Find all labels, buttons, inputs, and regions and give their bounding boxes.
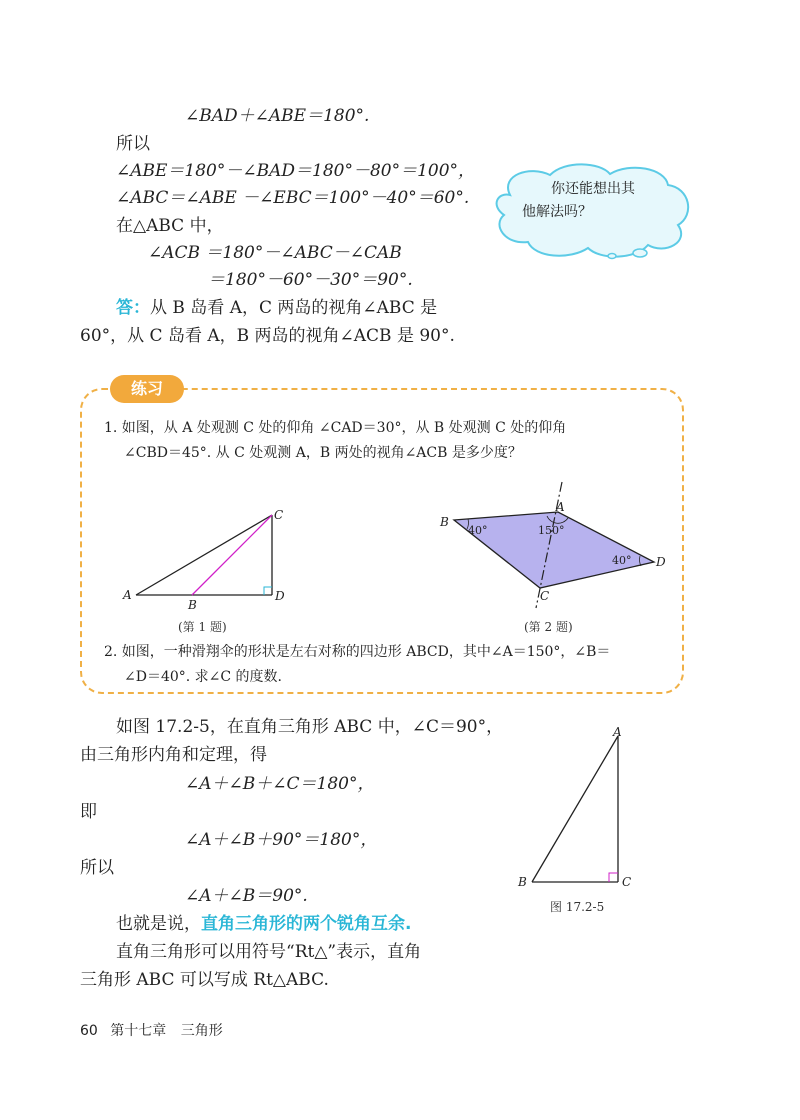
bubble-dot-2 (608, 254, 616, 259)
fig3-caption: 图 17.2-5 (550, 900, 605, 914)
equation-complementary: ∠A＋∠B＝90°. (185, 886, 308, 906)
fig3-label-a: A (613, 725, 622, 739)
fig2-label-b: B (440, 515, 449, 529)
fig3-label-b: B (518, 875, 527, 889)
text-suoyi-bottom: 所以 (80, 858, 114, 878)
fig2-label-a: A (556, 500, 565, 514)
fig1-label-d: D (275, 589, 285, 603)
figure-2 (438, 478, 668, 613)
answer-line-1 (116, 298, 437, 318)
answer-line-2: 60°，从 C 岛看 A，B 两岛的视角∠ACB 是 90°. (80, 326, 455, 346)
exercise-tag: 练习 (110, 375, 184, 403)
fig2-angle-a: 150° (538, 524, 565, 537)
exercise-q1-line-2: ∠CBD＝45°. 从 C 处观测 A，B 两处的视角∠ACB 是多少度？ (124, 445, 522, 461)
fig3-right-angle-mark (609, 873, 618, 882)
paragraph-1-line-2: 由三角形内角和定理，得 (80, 745, 267, 765)
fig2-label-d: D (656, 555, 666, 569)
fig3-label-c: C (622, 875, 632, 889)
figure-17-2-5 (512, 726, 642, 896)
bubble-dot-1 (633, 249, 647, 257)
fig1-caption: (第 1 题) (178, 620, 227, 634)
paragraph-1-line-1: 如图 17.2-5，在直角三角形 ABC 中，∠C＝90°， (116, 717, 504, 737)
fig1-label-a: A (123, 588, 132, 602)
bubble-text-1: 你还能想出其 (551, 181, 635, 197)
exercise-q2-line-2: ∠D＝40°. 求∠C 的度数. (124, 669, 283, 685)
fig1-label-c: C (274, 508, 284, 522)
paragraph-rt-line-2: 三角形 ABC 可以写成 Rt△ABC. (80, 970, 329, 990)
chapter-label: 第十七章 (110, 1023, 167, 1039)
paragraph-conclusion (116, 914, 411, 934)
fig2-angle-b: 40° (468, 524, 488, 537)
fig2-caption: (第 2 题) (524, 620, 573, 634)
text-suoyi-top: 所以 (116, 134, 150, 154)
equation-sum-90: ∠A＋∠B＋90°＝180°， (185, 830, 378, 850)
fig3-side-ab (532, 736, 618, 882)
text-in-triangle: 在△ABC 中， (116, 216, 224, 236)
equation-sum-angles: ∠A＋∠B＋∠C＝180°， (185, 774, 375, 794)
chapter-title: 三角形 (180, 1023, 223, 1039)
answer-label: 答： (116, 298, 150, 318)
fig2-label-c: C (540, 589, 550, 603)
equation-line-acb-result: ＝180°－60°－30°＝90°. (208, 270, 413, 290)
figure-1 (120, 505, 300, 615)
fig2-angle-d: 40° (612, 554, 632, 567)
conclusion-prefix: 也就是说， (116, 914, 201, 934)
fig1-right-angle-mark (264, 587, 272, 595)
bubble-text-2: 他解法吗？ (522, 204, 592, 220)
equation-line-1: ∠BAD＋∠ABE＝180°. (185, 106, 370, 126)
page-footer (80, 1020, 223, 1040)
paragraph-rt-line-1: 直角三角形可以用符号“Rt△”表示，直角 (116, 942, 422, 962)
text-ji: 即 (80, 802, 97, 822)
page-number: 60 (80, 1023, 98, 1039)
answer-text-1: 从 B 岛看 A，C 两岛的视角∠ABC 是 (150, 298, 438, 318)
conclusion-highlight: 直角三角形的两个锐角互余. (201, 914, 412, 934)
equation-line-abe: ∠ABE＝180°－∠BAD＝180°－80°＝100°， (116, 161, 476, 181)
exercise-q1-line-1: 1. 如图，从 A 处观测 C 处的仰角 ∠CAD＝30°，从 B 处观测 C 处的仰角 (104, 420, 567, 436)
equation-line-acb: ∠ACB ＝180°－∠ABC－∠CAB (148, 243, 402, 263)
exercise-q2-line-1: 2. 如图，一种滑翔伞的形状是左右对称的四边形 ABCD，其中∠A＝150°，∠B＝ (104, 644, 611, 660)
fig1-label-b: B (188, 598, 197, 612)
equation-line-abc: ∠ABC＝∠ABE －∠EBC＝100°－40°＝60°. (116, 188, 470, 208)
